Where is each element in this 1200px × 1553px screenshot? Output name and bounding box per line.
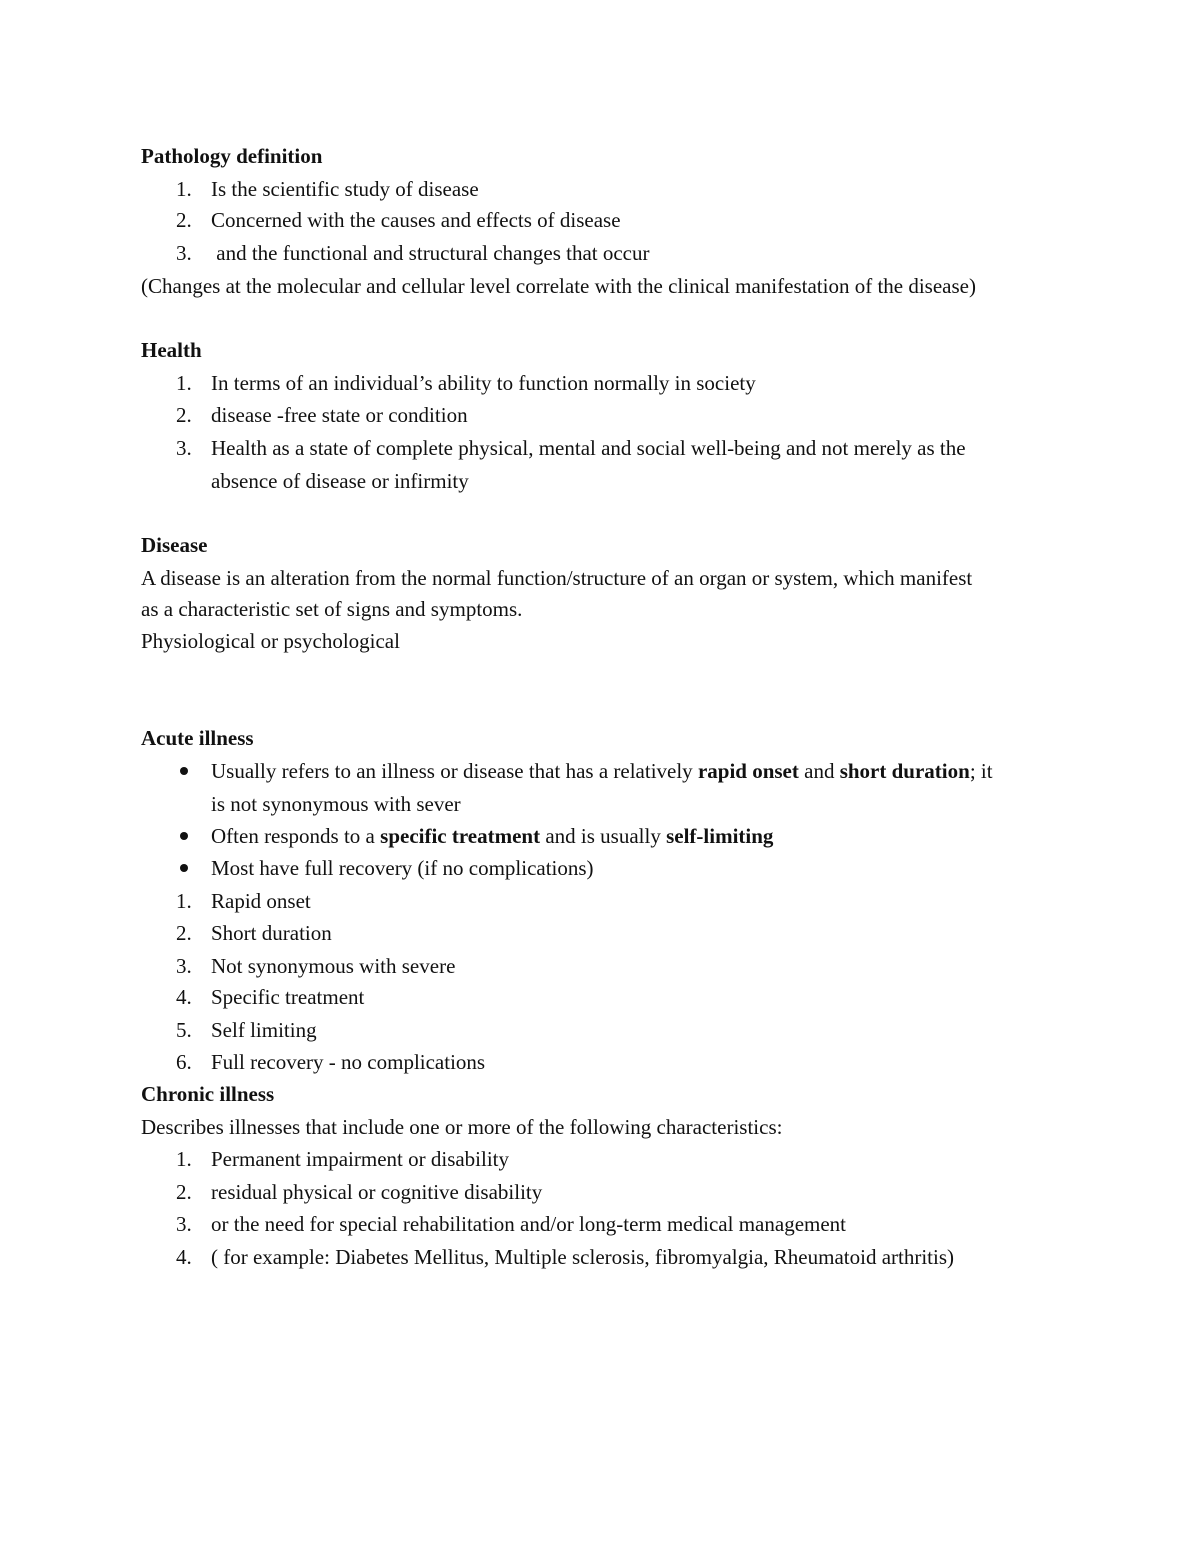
list-item: Specific treatment [211, 985, 365, 1009]
disease-paragraph: Physiological or psychological [141, 629, 400, 653]
bullet-item-continuation: is not synonymous with sever [211, 792, 461, 816]
bullet-text: Often responds to a [211, 824, 381, 848]
list-item: Concerned with the causes and effects of disease [211, 208, 621, 232]
bullet-icon [180, 864, 188, 872]
pathology-note: (Changes at the molecular and cellular level correlate with the clinical manifestation of the disease) [141, 274, 976, 298]
list-item: Health as a state of complete physical, mental and social well-being and not merely as the [211, 436, 966, 460]
list-number: 2. [176, 921, 192, 945]
list-item: Rapid onset [211, 889, 311, 913]
list-number: 3. [176, 954, 192, 978]
list-number: 1. [176, 1147, 192, 1171]
list-item: residual physical or cognitive disability [211, 1180, 543, 1204]
bullet-item [211, 824, 773, 848]
list-item: ( for example: Diabetes Mellitus, Multiple sclerosis, fibromyalgia, Rheumatoid arthritis) [211, 1245, 954, 1269]
list-number: 2. [176, 403, 192, 427]
bullet-bold-text: specific treatment [380, 824, 541, 848]
bullet-text: and is usually [540, 824, 667, 848]
list-item: Self limiting [211, 1018, 317, 1042]
list-number: 1. [176, 177, 192, 201]
list-item: In terms of an individual’s ability to function normally in society [211, 371, 756, 395]
list-number: 1. [176, 889, 192, 913]
disease-paragraph: A disease is an alteration from the normal function/structure of an organ or system, which manifest [141, 566, 973, 590]
list-item: Short duration [211, 921, 332, 945]
list-number: 5. [176, 1018, 192, 1042]
pathology-heading: Pathology definition [141, 144, 323, 168]
bullet-item [211, 759, 993, 783]
bullet-icon [180, 767, 188, 775]
list-item: disease -free state or condition [211, 403, 468, 427]
list-number: 3. [176, 436, 192, 460]
bullet-text: and [798, 759, 840, 783]
disease-paragraph: as a characteristic set of signs and symptoms. [141, 597, 523, 621]
list-number: 4. [176, 985, 192, 1009]
bullet-bold-text: self-limiting [666, 824, 774, 848]
list-item: Not synonymous with severe [211, 954, 456, 978]
bullet-item: Most have full recovery (if no complications) [211, 856, 594, 880]
bullet-text: Usually refers to an illness or disease that has a relatively [211, 759, 698, 783]
list-item: or the need for special rehabilitation and/or long-term medical management [211, 1212, 847, 1236]
acute-heading: Acute illness [141, 726, 254, 750]
list-item: Permanent impairment or disability [211, 1147, 510, 1171]
list-number: 3. [176, 1212, 192, 1236]
list-number: 6. [176, 1050, 192, 1074]
list-number: 1. [176, 371, 192, 395]
list-item-continuation: absence of disease or infirmity [211, 469, 469, 493]
chronic-intro: Describes illnesses that include one or more of the following characteristics: [141, 1115, 783, 1139]
bullet-text: ; it [969, 759, 993, 783]
bullet-icon [180, 832, 188, 840]
list-item: and the functional and structural changes that occur [211, 241, 650, 265]
bullet-bold-text: short duration [839, 759, 970, 783]
list-number: 2. [176, 208, 192, 232]
health-heading: Health [141, 338, 202, 362]
list-number: 4. [176, 1245, 192, 1269]
list-item: Full recovery - no complications [211, 1050, 486, 1074]
list-number: 2. [176, 1180, 192, 1204]
bullet-bold-text: rapid onset [697, 759, 799, 783]
disease-heading: Disease [141, 533, 208, 557]
list-item: Is the scientific study of disease [211, 177, 479, 201]
list-number: 3. [176, 241, 192, 265]
chronic-heading: Chronic illness [141, 1082, 275, 1106]
